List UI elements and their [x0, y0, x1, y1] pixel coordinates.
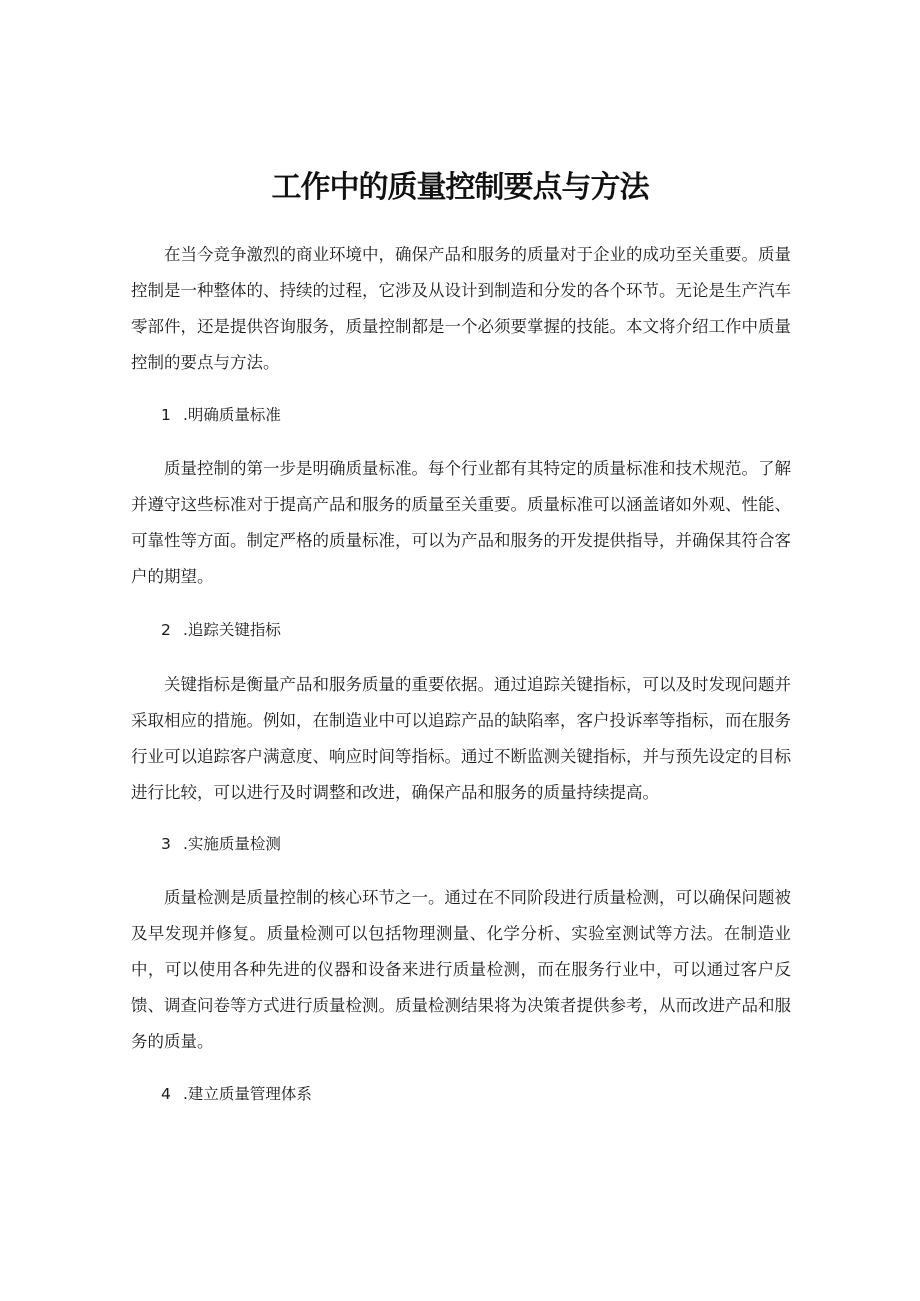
- section-title: .实施质量检测: [183, 835, 281, 853]
- section-number: 1: [161, 406, 171, 424]
- section-body-2: 关键指标是衡量产品和服务质量的重要依据。通过追踪关键指标，可以及时发现问题并采取相应的措施。例如，在制造业中可以追踪产品的缺陷率，客户投诉率等指标，而在服务行业可以追踪客户满意度、响应时间等指标。通过不断监测关键指标，并与预先设定的目标进行比较，可以进行及时调整和改进，确保产品和服务的质量持续提高。: [131, 675, 791, 802]
- intro-paragraph: 在当今竞争激烈的商业环境中，确保产品和服务的质量对于企业的成功至关重要。质量控制是一种整体的、持续的过程，它涉及从设计到制造和分发的各个环节。无论是生产汽车零部件，还是提供咨询服务，质量控制都是一个必须要掌握的技能。本文将介绍工作中质量控制的要点与方法。: [131, 245, 791, 372]
- section-heading-2: [161, 618, 281, 642]
- section-number: 4: [161, 1085, 171, 1103]
- section-number: 3: [161, 835, 171, 853]
- section-body-3: 质量检测是质量控制的核心环节之一。通过在不同阶段进行质量检测，可以确保问题被及早发现并修复。质量检测可以包括物理测量、化学分析、实验室测试等方法。在制造业中，可以使用各种先进的仪器和设备来进行质量检测，而在服务行业中，可以通过客户反馈、调查问卷等方式进行质量检测。质量检测结果将为决策者提供参考，从而改进产品和服务的质量。: [131, 888, 791, 1051]
- section-heading-3: [161, 832, 281, 856]
- section-title: .明确质量标准: [183, 406, 281, 424]
- section-title: .追踪关键指标: [183, 621, 281, 639]
- section-number: 2: [161, 621, 171, 639]
- document-title: 工作中的质量控制要点与方法: [271, 170, 649, 205]
- section-heading-4: [161, 1082, 312, 1106]
- section-title: .建立质量管理体系: [183, 1085, 312, 1103]
- section-heading-1: [161, 403, 281, 427]
- section-body-1: 质量控制的第一步是明确质量标准。每个行业都有其特定的质量标准和技术规范。了解并遵守这些标准对于提高产品和服务的质量至关重要。质量标准可以涵盖诸如外观、性能、可靠性等方面。制定严格的质量标准，可以为产品和服务的开发提供指导，并确保其符合客户的期望。: [131, 459, 791, 586]
